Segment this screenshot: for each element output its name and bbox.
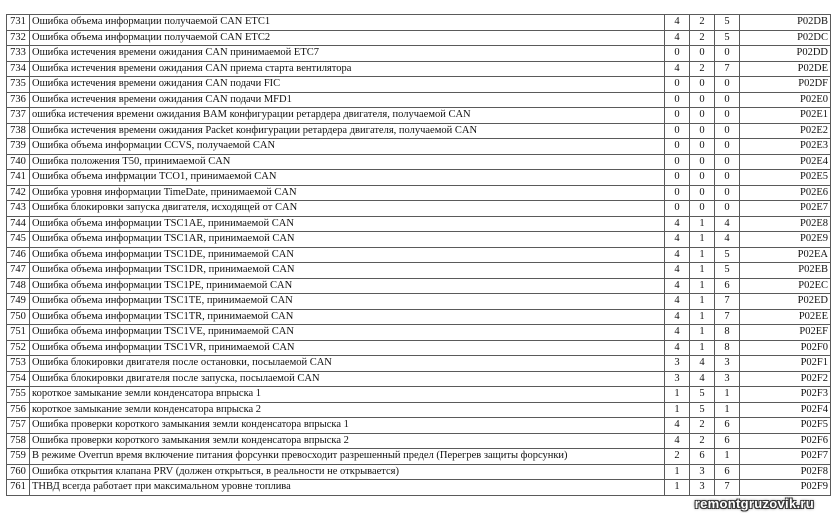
error-code: P02F3 xyxy=(740,387,831,403)
table-row xyxy=(7,77,831,93)
error-code: P02DF xyxy=(740,77,831,93)
error-code: P02DD xyxy=(740,46,831,62)
error-code: P02E2 xyxy=(740,123,831,139)
error-description: Ошибка блокировки двигателя после остановки, посылаемой CAN xyxy=(30,356,665,372)
error-code: P02DE xyxy=(740,61,831,77)
table-row xyxy=(7,340,831,356)
value-a: 0 xyxy=(665,170,690,186)
value-a: 3 xyxy=(665,356,690,372)
table-row xyxy=(7,480,831,496)
row-number: 752 xyxy=(7,340,30,356)
value-b: 1 xyxy=(690,325,715,341)
value-c: 0 xyxy=(715,77,740,93)
value-b: 2 xyxy=(690,30,715,46)
value-b: 2 xyxy=(690,61,715,77)
error-code-table xyxy=(6,14,831,496)
value-c: 6 xyxy=(715,418,740,434)
table-row xyxy=(7,216,831,232)
value-c: 4 xyxy=(715,232,740,248)
table-row xyxy=(7,92,831,108)
value-a: 4 xyxy=(665,294,690,310)
error-code: P02F7 xyxy=(740,449,831,465)
error-code: P02ED xyxy=(740,294,831,310)
table-row xyxy=(7,139,831,155)
row-number: 735 xyxy=(7,77,30,93)
error-description: Ошибка блокировки запуска двигателя, исходящей от CAN xyxy=(30,201,665,217)
error-description: Ошибка объема информации TSC1AR, принимаемой CAN xyxy=(30,232,665,248)
value-c: 5 xyxy=(715,247,740,263)
error-code: P02F5 xyxy=(740,418,831,434)
value-a: 4 xyxy=(665,418,690,434)
value-c: 5 xyxy=(715,30,740,46)
value-a: 0 xyxy=(665,154,690,170)
error-description: Ошибка объема инфрмации TCO1, принимаемой CAN xyxy=(30,170,665,186)
table-row xyxy=(7,278,831,294)
error-code: P02F6 xyxy=(740,433,831,449)
row-number: 733 xyxy=(7,46,30,62)
value-a: 1 xyxy=(665,402,690,418)
error-code-table-body xyxy=(7,15,831,496)
error-description: ошибка истечения времени ожидания BAM конфигурации ретардера двигателя, получаемой CAN xyxy=(30,108,665,124)
error-code: P02F2 xyxy=(740,371,831,387)
value-b: 1 xyxy=(690,294,715,310)
value-a: 2 xyxy=(665,449,690,465)
table-row xyxy=(7,309,831,325)
error-code: P02EB xyxy=(740,263,831,279)
row-number: 754 xyxy=(7,371,30,387)
error-code: P02E6 xyxy=(740,185,831,201)
error-description: Ошибка проверки короткого замыкания земли конденсатора впрыска 1 xyxy=(30,418,665,434)
value-a: 4 xyxy=(665,433,690,449)
error-code: P02E5 xyxy=(740,170,831,186)
value-a: 0 xyxy=(665,77,690,93)
table-row xyxy=(7,387,831,403)
value-c: 4 xyxy=(715,216,740,232)
error-code: P02E3 xyxy=(740,139,831,155)
value-c: 5 xyxy=(715,263,740,279)
error-description: Ошибка объема информации TSC1DR, принимаемой CAN xyxy=(30,263,665,279)
value-a: 4 xyxy=(665,309,690,325)
row-number: 736 xyxy=(7,92,30,108)
row-number: 738 xyxy=(7,123,30,139)
value-b: 1 xyxy=(690,216,715,232)
error-code: P02F4 xyxy=(740,402,831,418)
error-code: P02F8 xyxy=(740,464,831,480)
row-number: 757 xyxy=(7,418,30,434)
value-b: 3 xyxy=(690,480,715,496)
value-a: 0 xyxy=(665,108,690,124)
error-description: короткое замыкание земли конденсатора впрыска 1 xyxy=(30,387,665,403)
row-number: 749 xyxy=(7,294,30,310)
error-code: P02F1 xyxy=(740,356,831,372)
error-code-document xyxy=(6,14,828,496)
value-c: 0 xyxy=(715,139,740,155)
value-b: 0 xyxy=(690,139,715,155)
row-number: 758 xyxy=(7,433,30,449)
row-number: 759 xyxy=(7,449,30,465)
value-c: 5 xyxy=(715,15,740,31)
row-number: 751 xyxy=(7,325,30,341)
row-number: 761 xyxy=(7,480,30,496)
row-number: 747 xyxy=(7,263,30,279)
row-number: 753 xyxy=(7,356,30,372)
value-b: 3 xyxy=(690,464,715,480)
value-c: 8 xyxy=(715,340,740,356)
value-b: 0 xyxy=(690,201,715,217)
value-c: 7 xyxy=(715,309,740,325)
error-description: Ошибка положения T50, принимаемой CAN xyxy=(30,154,665,170)
row-number: 742 xyxy=(7,185,30,201)
error-code: P02E1 xyxy=(740,108,831,124)
value-c: 7 xyxy=(715,294,740,310)
error-code: P02E4 xyxy=(740,154,831,170)
error-description: Ошибка истечения времени ожидания Packet конфигурации ретардера двигателя, получаемой CAN xyxy=(30,123,665,139)
error-code: P02F0 xyxy=(740,340,831,356)
value-a: 3 xyxy=(665,371,690,387)
value-a: 0 xyxy=(665,92,690,108)
value-c: 3 xyxy=(715,356,740,372)
value-b: 2 xyxy=(690,15,715,31)
value-a: 4 xyxy=(665,30,690,46)
row-number: 746 xyxy=(7,247,30,263)
error-description: Ошибка объема информации TSC1VE, принимаемой CAN xyxy=(30,325,665,341)
value-b: 4 xyxy=(690,371,715,387)
table-row xyxy=(7,123,831,139)
value-a: 1 xyxy=(665,387,690,403)
error-code: P02E0 xyxy=(740,92,831,108)
value-b: 0 xyxy=(690,154,715,170)
table-row xyxy=(7,15,831,31)
value-b: 0 xyxy=(690,46,715,62)
table-row xyxy=(7,232,831,248)
table-row xyxy=(7,464,831,480)
value-b: 6 xyxy=(690,449,715,465)
error-description: Ошибка объема информации TSC1AE, принимаемой CAN xyxy=(30,216,665,232)
value-b: 0 xyxy=(690,108,715,124)
value-a: 4 xyxy=(665,325,690,341)
table-row xyxy=(7,108,831,124)
error-description: Ошибка объема информации TSC1DE, принимаемой CAN xyxy=(30,247,665,263)
row-number: 740 xyxy=(7,154,30,170)
error-description: короткое замыкание земли конденсатора впрыска 2 xyxy=(30,402,665,418)
table-row xyxy=(7,61,831,77)
error-code: P02F9 xyxy=(740,480,831,496)
error-code: P02DB xyxy=(740,15,831,31)
row-number: 739 xyxy=(7,139,30,155)
value-a: 4 xyxy=(665,247,690,263)
value-c: 0 xyxy=(715,123,740,139)
value-c: 7 xyxy=(715,61,740,77)
value-b: 0 xyxy=(690,92,715,108)
row-number: 748 xyxy=(7,278,30,294)
error-description: Ошибка объема информации TSC1TR, принимаемой CAN xyxy=(30,309,665,325)
value-b: 0 xyxy=(690,123,715,139)
row-number: 745 xyxy=(7,232,30,248)
value-b: 1 xyxy=(690,340,715,356)
value-c: 0 xyxy=(715,201,740,217)
value-c: 1 xyxy=(715,449,740,465)
error-code: P02EE xyxy=(740,309,831,325)
error-description: Ошибка объема информации получаемой CAN ETC1 xyxy=(30,15,665,31)
row-number: 755 xyxy=(7,387,30,403)
error-description: Ошибка открытия клапана PRV (должен открыться, в реальности не открывается) xyxy=(30,464,665,480)
value-a: 1 xyxy=(665,464,690,480)
table-row xyxy=(7,418,831,434)
error-description: Ошибка истечения времени ожидания CAN подачи FIC xyxy=(30,77,665,93)
error-description: Ошибка объема информации TSC1PE, принимаемой CAN xyxy=(30,278,665,294)
row-number: 760 xyxy=(7,464,30,480)
error-description: В режиме Overrun время включение питания форсунки превосходит разрешенный предел (Перегрев защиты форсунки) xyxy=(30,449,665,465)
error-description: Ошибка истечения времени ожидания CAN подачи MFD1 xyxy=(30,92,665,108)
error-description: Ошибка истечения времени ожидания CAN приема старта вентилятора xyxy=(30,61,665,77)
value-a: 4 xyxy=(665,263,690,279)
error-description: Ошибка блокировки двигателя после запуска, посылаемой CAN xyxy=(30,371,665,387)
value-c: 8 xyxy=(715,325,740,341)
value-c: 6 xyxy=(715,464,740,480)
value-b: 1 xyxy=(690,232,715,248)
error-code: P02EF xyxy=(740,325,831,341)
row-number: 731 xyxy=(7,15,30,31)
error-code: P02EA xyxy=(740,247,831,263)
table-row xyxy=(7,30,831,46)
row-number: 750 xyxy=(7,309,30,325)
value-c: 6 xyxy=(715,433,740,449)
value-a: 0 xyxy=(665,201,690,217)
value-a: 4 xyxy=(665,61,690,77)
row-number: 744 xyxy=(7,216,30,232)
table-row xyxy=(7,433,831,449)
error-code: P02E8 xyxy=(740,216,831,232)
table-row xyxy=(7,170,831,186)
error-description: ТНВД всегда работает при максимальном уровне топлива xyxy=(30,480,665,496)
value-a: 0 xyxy=(665,123,690,139)
error-description: Ошибка уровня информации TimeDate, принимаемой CAN xyxy=(30,185,665,201)
table-row xyxy=(7,247,831,263)
error-description: Ошибка проверки короткого замыкания земли конденсатора впрыска 2 xyxy=(30,433,665,449)
value-c: 0 xyxy=(715,170,740,186)
table-row xyxy=(7,356,831,372)
value-a: 1 xyxy=(665,480,690,496)
row-number: 741 xyxy=(7,170,30,186)
row-number: 743 xyxy=(7,201,30,217)
value-b: 1 xyxy=(690,263,715,279)
value-b: 1 xyxy=(690,309,715,325)
table-row xyxy=(7,402,831,418)
value-a: 4 xyxy=(665,278,690,294)
error-code: P02DC xyxy=(740,30,831,46)
value-b: 0 xyxy=(690,77,715,93)
value-b: 2 xyxy=(690,433,715,449)
value-b: 5 xyxy=(690,402,715,418)
value-c: 7 xyxy=(715,480,740,496)
value-c: 0 xyxy=(715,92,740,108)
table-row xyxy=(7,294,831,310)
value-a: 4 xyxy=(665,216,690,232)
value-b: 0 xyxy=(690,170,715,186)
error-description: Ошибка истечения времени ожидания CAN принимаемой ETC7 xyxy=(30,46,665,62)
table-row xyxy=(7,46,831,62)
error-code: P02E9 xyxy=(740,232,831,248)
value-c: 3 xyxy=(715,371,740,387)
error-description: Ошибка объема информации CCVS, получаемой CAN xyxy=(30,139,665,155)
row-number: 737 xyxy=(7,108,30,124)
value-c: 1 xyxy=(715,402,740,418)
value-b: 1 xyxy=(690,247,715,263)
row-number: 732 xyxy=(7,30,30,46)
table-row xyxy=(7,263,831,279)
error-description: Ошибка объема информации получаемой CAN ETC2 xyxy=(30,30,665,46)
error-code: P02EC xyxy=(740,278,831,294)
table-row xyxy=(7,154,831,170)
site-watermark: remontgruzovik.ru xyxy=(694,496,814,511)
value-a: 0 xyxy=(665,139,690,155)
value-b: 1 xyxy=(690,278,715,294)
value-a: 4 xyxy=(665,232,690,248)
row-number: 756 xyxy=(7,402,30,418)
table-row xyxy=(7,371,831,387)
table-row xyxy=(7,201,831,217)
value-b: 0 xyxy=(690,185,715,201)
value-c: 6 xyxy=(715,278,740,294)
value-b: 5 xyxy=(690,387,715,403)
value-a: 4 xyxy=(665,340,690,356)
value-c: 0 xyxy=(715,154,740,170)
value-a: 0 xyxy=(665,46,690,62)
value-b: 2 xyxy=(690,418,715,434)
row-number: 734 xyxy=(7,61,30,77)
error-description: Ошибка объема информации TSC1VR, принимаемой CAN xyxy=(30,340,665,356)
value-a: 4 xyxy=(665,15,690,31)
value-a: 0 xyxy=(665,185,690,201)
value-c: 0 xyxy=(715,46,740,62)
value-c: 1 xyxy=(715,387,740,403)
table-row xyxy=(7,185,831,201)
table-row xyxy=(7,325,831,341)
table-row xyxy=(7,449,831,465)
error-code: P02E7 xyxy=(740,201,831,217)
error-description: Ошибка объема информации TSC1TE, принимаемой CAN xyxy=(30,294,665,310)
value-c: 0 xyxy=(715,108,740,124)
value-c: 0 xyxy=(715,185,740,201)
value-b: 4 xyxy=(690,356,715,372)
